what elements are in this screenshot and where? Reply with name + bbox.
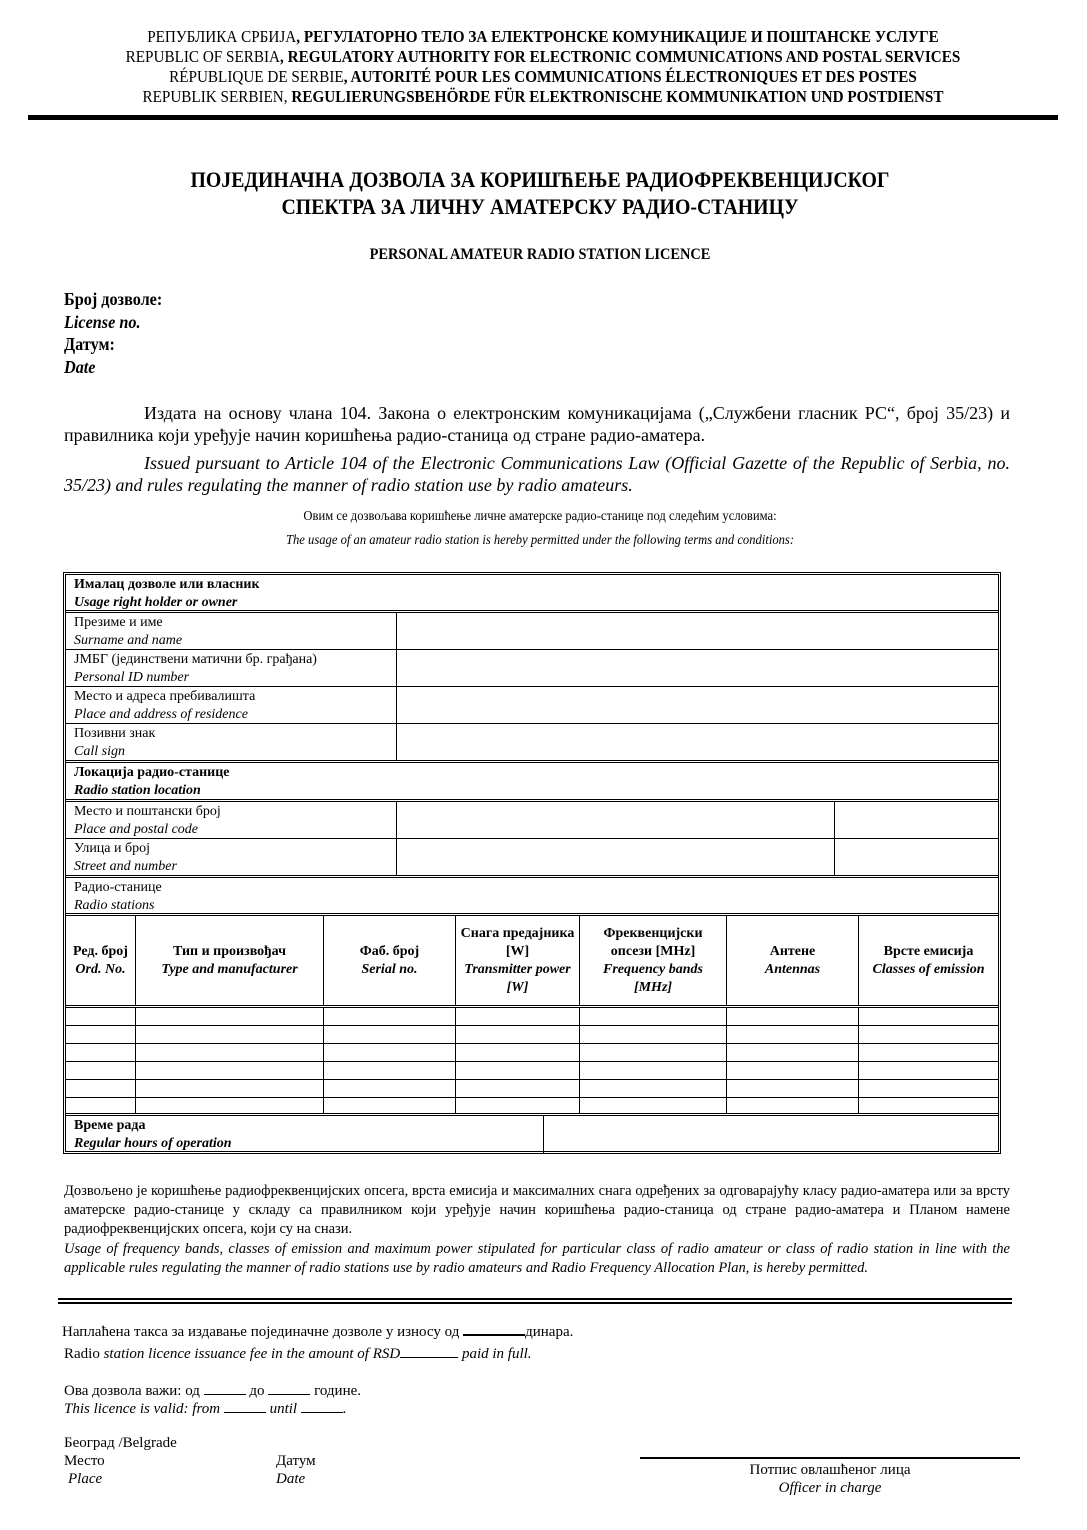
signature-line[interactable] bbox=[640, 1457, 1020, 1459]
station-cell-serial[interactable] bbox=[324, 1080, 456, 1097]
valid-until-blank-en[interactable] bbox=[301, 1398, 343, 1413]
holder-section-header bbox=[66, 575, 998, 613]
street-number-extra-field[interactable] bbox=[835, 839, 998, 875]
signature-label-sr: Потпис овлашћеног лица bbox=[749, 1462, 911, 1478]
field-label-sr: Место и адреса пребивалишта bbox=[74, 689, 256, 704]
date-footer-label-sr: Датум bbox=[276, 1453, 316, 1469]
signature-label-en: Officer in charge bbox=[778, 1480, 882, 1496]
field-label-sr: Место и поштански број bbox=[74, 804, 221, 819]
station-cell-serial[interactable] bbox=[324, 1062, 456, 1079]
station-cell-emission[interactable] bbox=[859, 1008, 998, 1025]
column-header-antennas: Антене Antennas bbox=[727, 916, 859, 1005]
hours-of-operation-field[interactable] bbox=[544, 1116, 998, 1154]
validity-line-en: This licence is valid: from until . bbox=[64, 1398, 347, 1418]
station-cell-ord-no[interactable] bbox=[66, 1026, 136, 1043]
station-cell-type[interactable] bbox=[136, 1062, 324, 1079]
station-cell-ord-no[interactable] bbox=[66, 1098, 136, 1113]
station-cell-emission[interactable] bbox=[859, 1062, 998, 1079]
field-label-en: Call sign bbox=[74, 744, 125, 759]
station-cell-frequency[interactable] bbox=[580, 1008, 727, 1025]
residence-address-field[interactable] bbox=[397, 687, 998, 723]
field-label-en: Place and postal code bbox=[74, 822, 199, 837]
station-row bbox=[66, 1080, 998, 1098]
station-cell-antennas[interactable] bbox=[727, 1080, 859, 1097]
stations-section-title-sr: Радио-станице bbox=[74, 880, 162, 895]
column-header-ord-no: Ред. број Ord. No. bbox=[66, 916, 136, 1005]
holder-section-title-en: Usage right holder or owner bbox=[74, 595, 238, 610]
valid-until-blank-sr[interactable] bbox=[268, 1380, 310, 1395]
date-label-sr: Датум: bbox=[64, 334, 115, 354]
stations-column-header-row bbox=[66, 916, 998, 1008]
date-footer-label-en: Date bbox=[276, 1471, 306, 1487]
field-label-en: Place and address of residence bbox=[74, 707, 248, 722]
station-cell-power[interactable] bbox=[456, 1026, 580, 1043]
permission-text-en: Usage of frequency bands, classes of emission and maximum power stipulated for particular class of radio amateur or class of radio station in line with the applicable rules regulating the manner of radio stations use by radio amateurs and Radio Frequency Allocation Plan, is hereby permitted. bbox=[64, 1241, 1010, 1276]
station-cell-type[interactable] bbox=[136, 1026, 324, 1043]
legal-basis-en: Issued pursuant to Article 104 of the Electronic Communications Law (Official Gazette of the Republic of Serbia, no. 35/23) and rules regulating the manner of radio station use by radio amateurs. bbox=[64, 453, 1010, 495]
valid-from-blank-sr[interactable] bbox=[204, 1380, 246, 1395]
place-label-sr: Место bbox=[64, 1453, 105, 1469]
license-table bbox=[63, 572, 1001, 1154]
station-cell-antennas[interactable] bbox=[727, 1044, 859, 1061]
page-title-line2: СПЕКТРА ЗА ЛИЧНУ АМАТЕРСКУ РАДИО-СТАНИЦУ bbox=[281, 194, 799, 219]
fee-line-sr: Наплаћена такса за издавање појединачне дозволе у износу од динара. bbox=[62, 1320, 573, 1341]
permission-text-sr: Дозвољено је коришћење радиофреквенцијских опсега, врста емисија и максималних снага одређених за одговарајућу класу радио-аматера или за врсту аматерске радио-станице у складу са правилником који уређује начин коришћења радио-станица од стране радио-аматера и Планом намене радиофреквенцијских опсега, који су на снази. bbox=[64, 1183, 1010, 1237]
station-row bbox=[66, 1044, 998, 1062]
holder-row-id bbox=[66, 650, 998, 687]
column-header-power: Снага предајника [W] Transmitter power [W] bbox=[456, 916, 580, 1005]
location-row-street bbox=[66, 839, 998, 878]
station-cell-emission[interactable] bbox=[859, 1080, 998, 1097]
column-header-emission: Врсте емисија Classes of emission bbox=[872, 943, 985, 977]
station-cell-emission[interactable] bbox=[859, 1026, 998, 1043]
station-cell-power[interactable] bbox=[456, 1098, 580, 1113]
holder-row-address bbox=[66, 687, 998, 724]
place-label-en: Place bbox=[68, 1471, 103, 1487]
station-cell-frequency[interactable] bbox=[580, 1026, 727, 1043]
header-line-sr: РЕПУБЛИКА СРБИЈА, РЕГУЛАТОРНО ТЕЛО ЗА ЕЛЕКТРОНСКЕ КОМУНИКАЦИЈЕ И ПОШТАНСКЕ УСЛУГЕ bbox=[147, 27, 939, 46]
header-line-de: REPUBLIK SERBIEN, REGULIERUNGSBEHÖRDE FÜR ELEKTRONISCHE KOMMUNIKATION UND POSTDIENST bbox=[142, 87, 944, 106]
location-section-title-en: Radio station location bbox=[74, 783, 201, 798]
station-cell-power[interactable] bbox=[456, 1044, 580, 1061]
personal-id-field[interactable] bbox=[397, 650, 998, 686]
station-cell-antennas[interactable] bbox=[727, 1008, 859, 1025]
location-row-place bbox=[66, 802, 998, 839]
field-label-en: Street and number bbox=[74, 859, 177, 874]
field-label-en: Personal ID number bbox=[74, 670, 190, 685]
page-title-line1: ПОЈЕДИНАЧНА ДОЗВОЛА ЗА КОРИШЋЕЊЕ РАДИОФРЕКВЕНЦИЈСКОГ bbox=[190, 167, 890, 192]
station-cell-emission[interactable] bbox=[859, 1098, 998, 1113]
license-no-label-sr: Број дозволе: bbox=[64, 289, 163, 309]
fee-line-en: Radio station licence issuance fee in the amount of RSD paid in full. bbox=[64, 1343, 532, 1363]
station-cell-power[interactable] bbox=[456, 1008, 580, 1025]
fee-amount-blank-sr[interactable] bbox=[463, 1320, 525, 1336]
section-divider bbox=[58, 1298, 1012, 1304]
station-cell-frequency[interactable] bbox=[580, 1098, 727, 1113]
station-cell-frequency[interactable] bbox=[580, 1080, 727, 1097]
legal-basis-sr: Издата на основу члана 104. Закона о електронским комуникацијама („Службени гласник РС“, број 35/23) и правилника који уређује начин коришћења радио-станица од стране радио-аматера. bbox=[64, 403, 1010, 445]
issue-city: Београд /Belgrade bbox=[64, 1435, 177, 1451]
license-number-block bbox=[64, 288, 162, 378]
field-label-en: Surname and name bbox=[74, 633, 183, 648]
place-postal-field[interactable] bbox=[397, 802, 835, 838]
hours-label-en: Regular hours of operation bbox=[74, 1136, 232, 1151]
location-section-title-sr: Локација радио-станице bbox=[74, 765, 230, 780]
field-label-sr: Позивни знак bbox=[74, 726, 156, 741]
station-cell-type[interactable] bbox=[136, 1008, 324, 1025]
station-cell-power[interactable] bbox=[456, 1062, 580, 1079]
validity-line-sr: Ова дозвола важи: од до године. bbox=[64, 1380, 361, 1400]
station-row bbox=[66, 1026, 998, 1044]
field-label-sr: Презиме и име bbox=[74, 615, 163, 630]
station-cell-ord-no[interactable] bbox=[66, 1062, 136, 1079]
station-cell-antennas[interactable] bbox=[727, 1062, 859, 1079]
station-cell-frequency[interactable] bbox=[580, 1044, 727, 1061]
license-no-label-en: License no. bbox=[64, 311, 141, 332]
stations-section-title-en: Radio stations bbox=[74, 898, 155, 913]
station-cell-type[interactable] bbox=[136, 1080, 324, 1097]
station-cell-type[interactable] bbox=[136, 1044, 324, 1061]
station-cell-ord-no[interactable] bbox=[66, 1044, 136, 1061]
station-cell-type[interactable] bbox=[136, 1098, 324, 1113]
station-cell-serial[interactable] bbox=[324, 1044, 456, 1061]
column-header-frequency: Фреквенцијски опсези [MHz] Frequency bands [MHz] bbox=[580, 916, 727, 1005]
field-label-sr: Улица и број bbox=[74, 841, 151, 856]
station-cell-serial[interactable] bbox=[324, 1008, 456, 1025]
page-subtitle: PERSONAL AMATEUR RADIO STATION LICENCE bbox=[369, 246, 711, 263]
station-cell-serial[interactable] bbox=[324, 1026, 456, 1043]
column-header-type: Тип и произвођач Type and manufacturer bbox=[136, 916, 324, 1005]
terms-intro-en: The usage of an amateur radio station is hereby permitted under the following terms and conditions: bbox=[285, 533, 795, 548]
hours-label-sr: Време рада bbox=[74, 1118, 146, 1133]
station-cell-emission[interactable] bbox=[859, 1044, 998, 1061]
station-row bbox=[66, 1008, 998, 1026]
header-line-en: REPUBLIC OF SERBIA, REGULATORY AUTHORITY FOR ELECTRONIC COMMUNICATIONS AND POSTAL SERVICES bbox=[125, 47, 961, 66]
place-postal-extra-field[interactable] bbox=[835, 802, 998, 838]
hours-row bbox=[66, 1116, 998, 1154]
station-cell-ord-no[interactable] bbox=[66, 1008, 136, 1025]
station-cell-serial[interactable] bbox=[324, 1098, 456, 1113]
station-cell-frequency[interactable] bbox=[580, 1062, 727, 1079]
holder-row-name bbox=[66, 613, 998, 650]
field-label-sr: ЈМБГ (јединствени матични бр. грађана) bbox=[74, 652, 317, 667]
station-row bbox=[66, 1062, 998, 1080]
station-cell-antennas[interactable] bbox=[727, 1026, 859, 1043]
date-label-en: Date bbox=[64, 356, 96, 377]
station-row bbox=[66, 1098, 998, 1116]
station-cell-antennas[interactable] bbox=[727, 1098, 859, 1113]
column-header-serial: Фаб. број Serial no. bbox=[324, 916, 456, 1005]
valid-from-blank-en[interactable] bbox=[224, 1398, 266, 1413]
header-divider bbox=[28, 115, 1058, 120]
header-line-fr: RÉPUBLIQUE DE SERBIE, AUTORITÉ POUR LES COMMUNICATIONS ÉLECTRONIQUES ET DES POSTES bbox=[169, 67, 917, 86]
terms-intro-sr: Овим се дозвољава коришћење личне аматерске радио-станице под следећим условима: bbox=[303, 509, 777, 524]
station-cell-ord-no[interactable] bbox=[66, 1080, 136, 1097]
station-cell-power[interactable] bbox=[456, 1080, 580, 1097]
call-sign-field[interactable] bbox=[397, 724, 998, 760]
stations-section-header bbox=[66, 878, 998, 916]
holder-section-title-sr: Ималац дозволе или власник bbox=[74, 577, 260, 592]
surname-name-field[interactable] bbox=[397, 613, 998, 649]
holder-row-callsign bbox=[66, 724, 998, 763]
street-number-field[interactable] bbox=[397, 839, 835, 875]
location-section-header bbox=[66, 763, 998, 802]
fee-amount-blank-en[interactable] bbox=[400, 1343, 458, 1358]
